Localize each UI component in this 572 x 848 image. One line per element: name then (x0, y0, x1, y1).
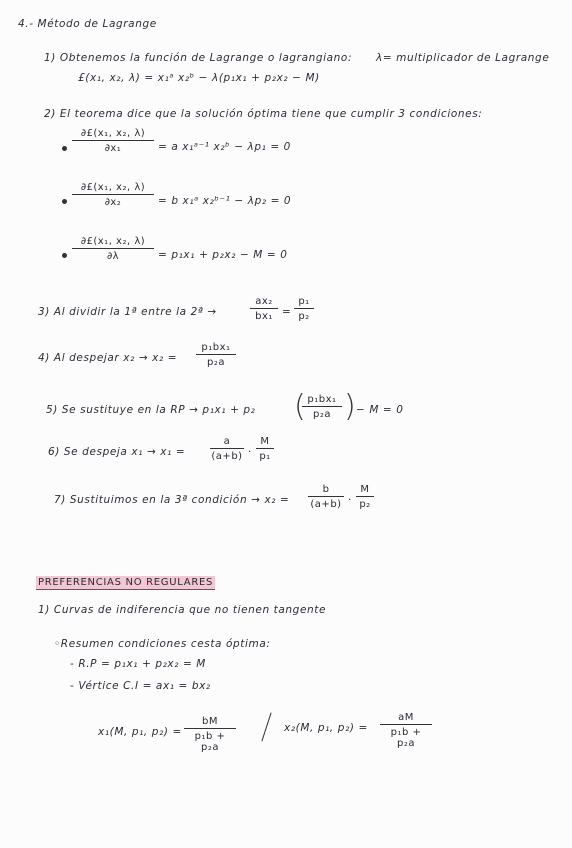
step-7-f2-num: M (356, 484, 374, 497)
step-3-equals: = (282, 306, 292, 318)
condition-2-rhs: = b x₁ᵃ x₂ᵇ⁻¹ − λp₂ = 0 (158, 195, 292, 207)
step-7-dot: · (348, 494, 352, 506)
step-3-f2-num: p₁ (294, 296, 314, 309)
demand-x2-lhs: x₂(M, p₁, p₂) = (284, 722, 368, 734)
close-paren-icon: ) (344, 389, 356, 424)
demand-x1-fraction (184, 716, 236, 753)
condition-3-fraction (72, 236, 154, 262)
step-7-fraction-1 (308, 484, 344, 510)
condition-2-den: ∂x₂ (104, 197, 122, 208)
step-1-text: 1) Obtenemos la función de Lagrange o lagrangiano: (44, 52, 353, 64)
condition-3-num: ∂£(x₁, x₂, λ) (72, 236, 154, 249)
step-7-text: 7) Sustituimos en la 3ª condición → x₂ = (54, 494, 290, 506)
step-3-fraction-1 (250, 296, 278, 322)
step-3-f1-num: ax₂ (250, 296, 278, 309)
divider-slash-icon (261, 713, 272, 742)
step-3-f1-den: bx₁ (255, 311, 273, 322)
step-3-text: 3) Al dividir la 1ª entre la 2ª → (38, 306, 217, 318)
condition-3-den: ∂λ (106, 251, 120, 262)
step-7-f1-den: (a+b) (310, 499, 342, 510)
demand-x1-lhs: x₁(M, p₁, p₂) = (98, 726, 182, 738)
lambda-definition: λ= multiplicador de Lagrange (376, 52, 550, 64)
step-4-text: 4) Al despejar x₂ → x₂ = (38, 352, 178, 364)
budget-constraint: - R.P = p₁x₁ + p₂x₂ = M (70, 658, 206, 670)
step-6-fraction-1 (210, 436, 244, 462)
open-paren-icon: ( (294, 389, 306, 424)
bullet-icon (62, 146, 67, 151)
step-3-fraction-2 (294, 296, 314, 322)
step-5-fraction (302, 394, 342, 420)
step-5-den: p₂a (313, 409, 331, 420)
step-6-text: 6) Se despeja x₁ → x₁ = (48, 446, 186, 458)
bullet-icon (62, 253, 67, 258)
demand-x2-num: aM (380, 712, 432, 725)
pref-step-1-text: 1) Curvas de indiferencia que no tienen tangente (38, 604, 327, 616)
step-6-fraction-2 (256, 436, 274, 462)
section-title: 4.- Método de Lagrange (18, 18, 157, 30)
summary-heading: ◦Resumen condiciones cesta óptima: (54, 638, 271, 650)
step-4-fraction (196, 342, 236, 368)
condition-2-fraction (72, 182, 154, 208)
condition-2-num: ∂£(x₁, x₂, λ) (72, 182, 154, 195)
demand-x1-num: bM (184, 716, 236, 729)
step-7-f1-num: b (308, 484, 344, 497)
condition-1-fraction (72, 128, 154, 154)
section-heading-highlight: PREFERENCIAS NO REGULARES (38, 577, 214, 588)
step-6-f2-num: M (256, 436, 274, 449)
step-6-f1-den: (a+b) (211, 451, 243, 462)
condition-1-num: ∂£(x₁, x₂, λ) (72, 128, 154, 141)
step-6-f1-num: a (210, 436, 244, 449)
step-5-tail: − M = 0 (356, 404, 404, 416)
demand-x2-den: p₁b + p₂a (390, 727, 422, 749)
vertex-condition: - Vértice C.I = ax₁ = bx₂ (70, 680, 211, 692)
step-2-text: 2) El teorema dice que la solución óptima tiene que cumplir 3 condiciones: (44, 108, 483, 120)
step-6-f2-den: p₁ (259, 451, 271, 462)
lagrangian-formula: £(x₁, x₂, λ) = x₁ᵃ x₂ᵇ − λ(p₁x₁ + p₂x₂ − M) (78, 72, 320, 84)
condition-3-rhs: = p₁x₁ + p₂x₂ − M = 0 (158, 249, 288, 261)
step-7-f2-den: p₂ (359, 499, 371, 510)
condition-1-rhs: = a x₁ᵃ⁻¹ x₂ᵇ − λp₁ = 0 (158, 141, 291, 153)
step-7-fraction-2 (356, 484, 374, 510)
step-4-num: p₁bx₁ (196, 342, 236, 355)
demand-x2-fraction (380, 712, 432, 749)
condition-1-den: ∂x₁ (104, 143, 122, 154)
step-3-f2-den: p₂ (298, 311, 310, 322)
bullet-icon (62, 199, 67, 204)
step-6-dot: · (248, 446, 252, 458)
step-5-num: p₁bx₁ (302, 394, 342, 407)
step-4-den: p₂a (207, 357, 225, 368)
demand-x1-den: p₁b + p₂a (194, 731, 226, 753)
step-5-text: 5) Se sustituye en la RP → p₁x₁ + p₂ (46, 404, 256, 416)
